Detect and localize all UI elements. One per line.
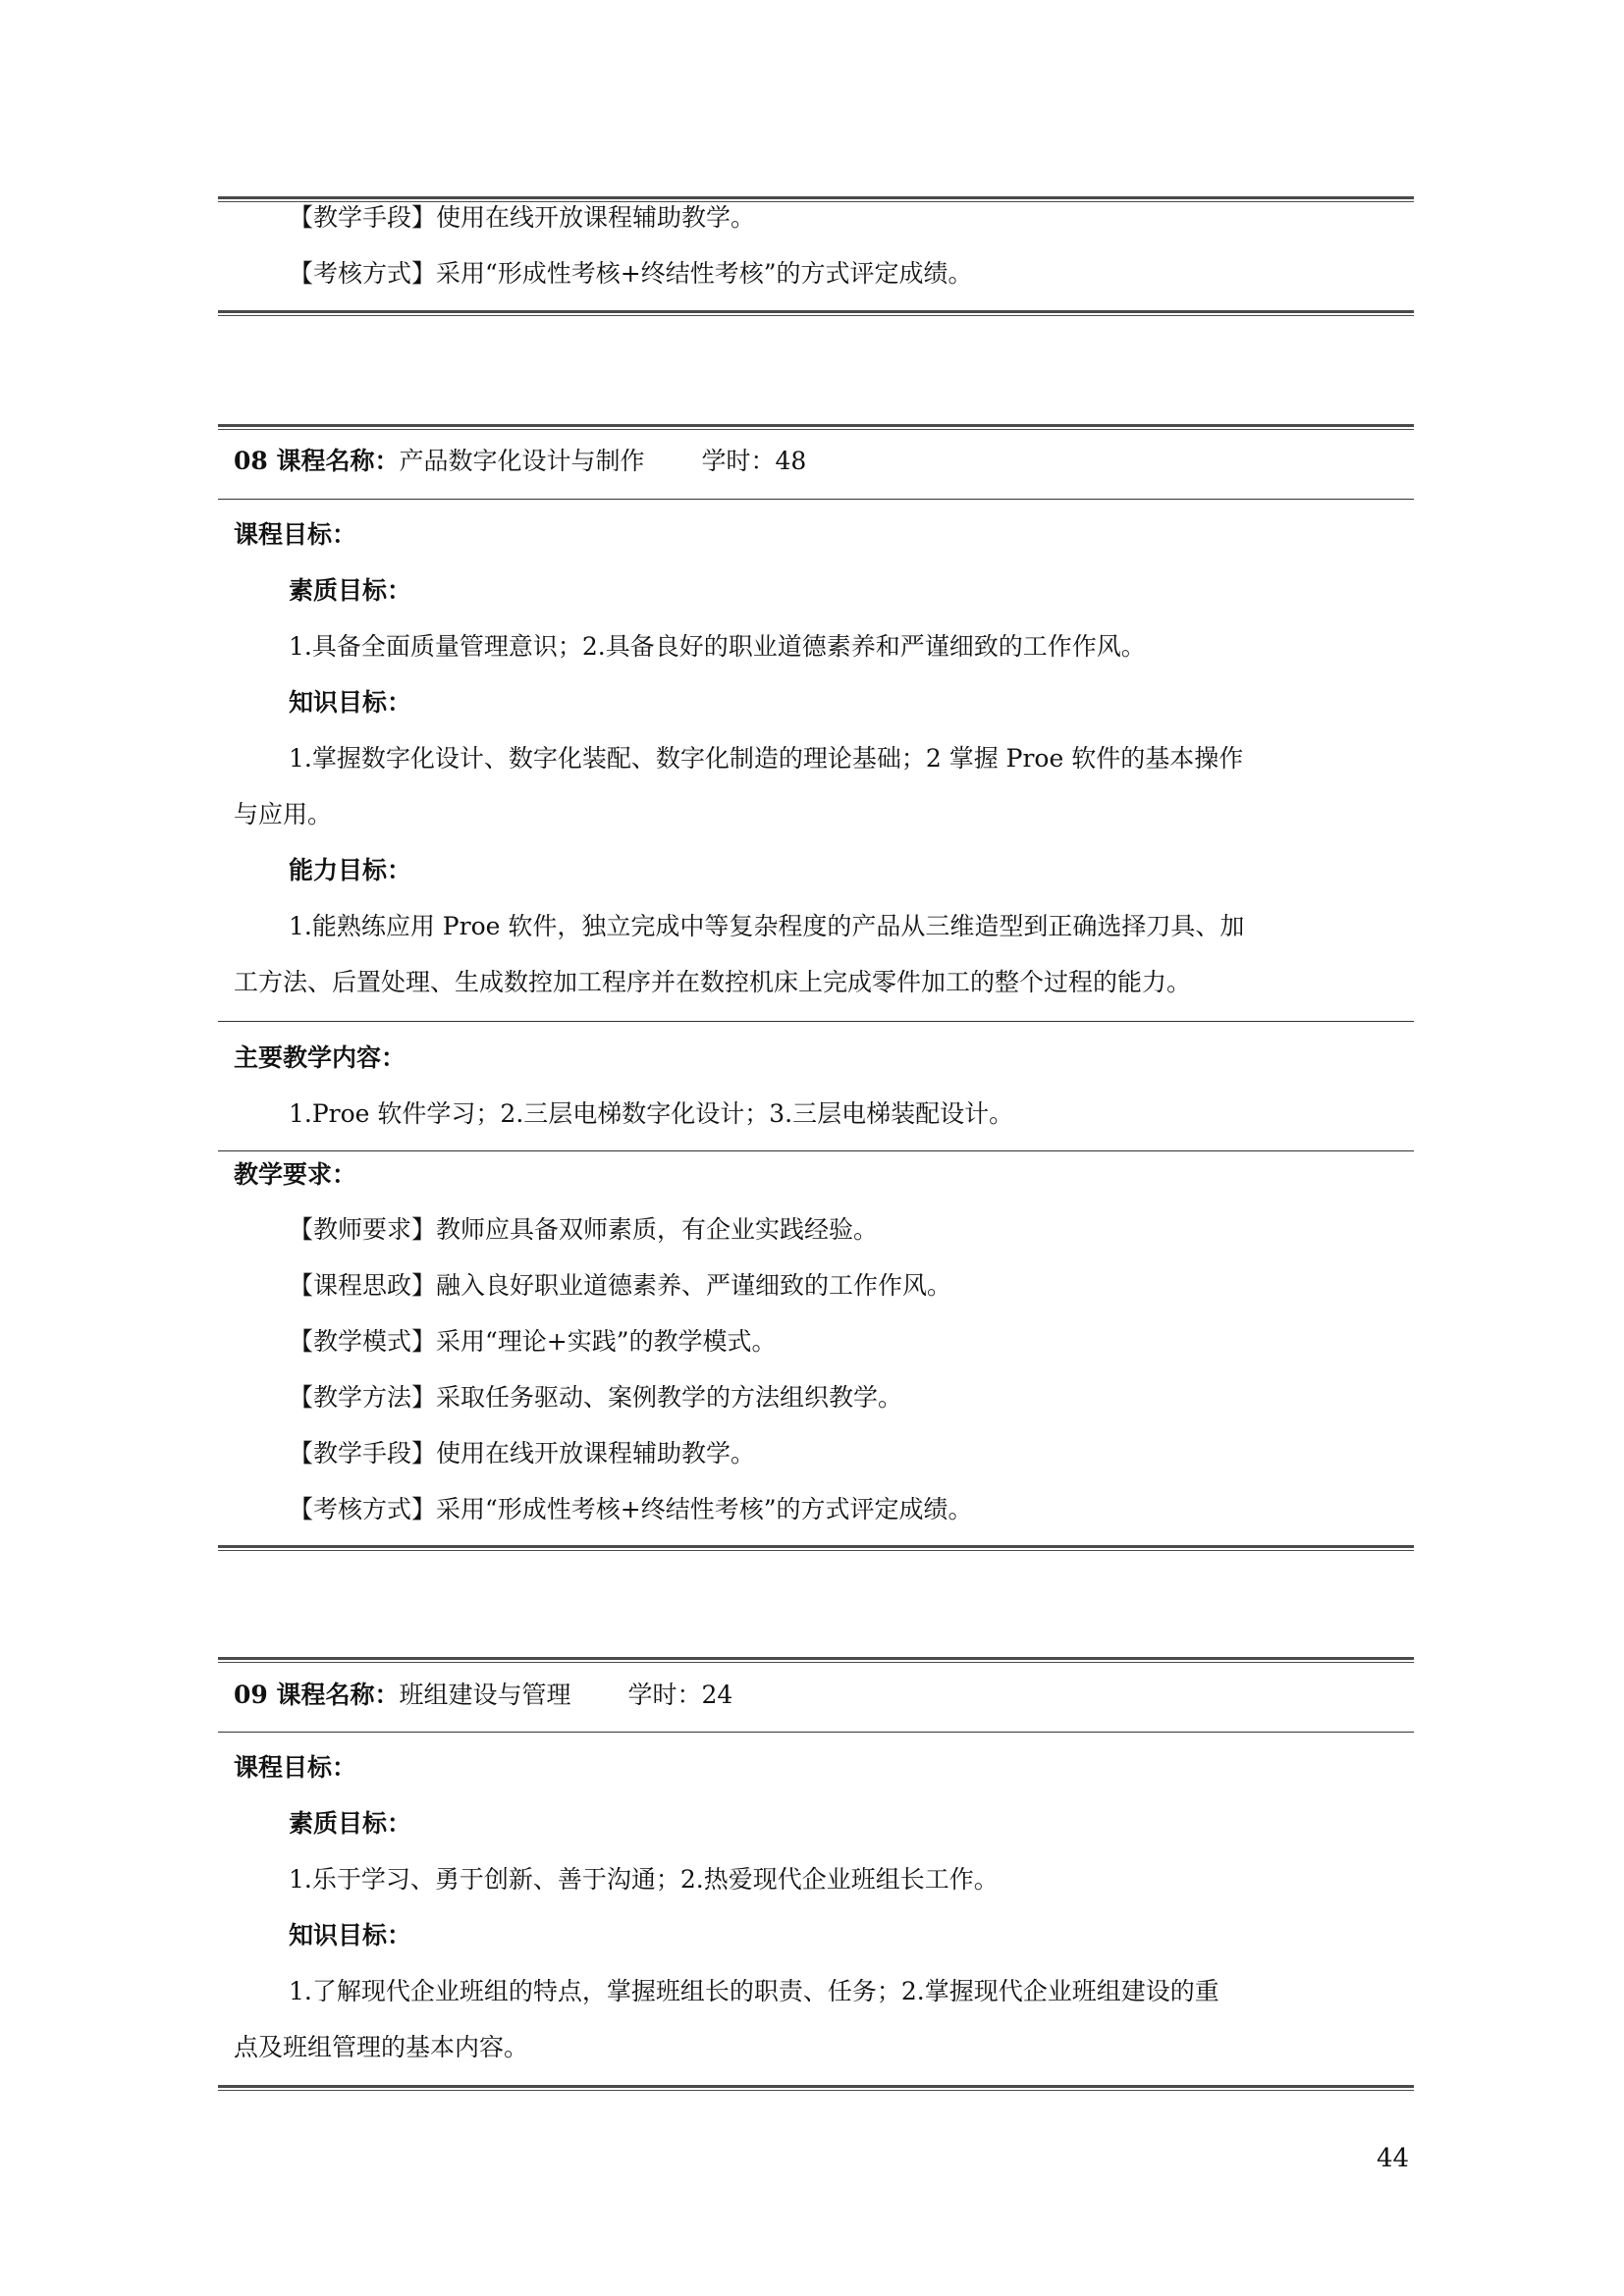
quality-goals-title: 素质目标： (289, 1809, 412, 1838)
knowledge-goals-text: 1.掌握数字化设计、数字化装配、数字化制造的理论基础；2 掌握 Proe 软件的基本操作 (289, 744, 1244, 773)
knowledge-goals-title: 知识目标： (289, 688, 412, 717)
course-name: 班组建设与管理 (399, 1681, 571, 1709)
knowledge-goals-text-cont: 点及班组管理的基本内容。 (234, 2033, 529, 2061)
course-header-label: 09 课程名称： (234, 1681, 400, 1709)
course-name: 产品数字化设计与制作 (399, 447, 645, 475)
goals-bottom-rule (218, 1021, 1414, 1022)
course-header-top-rule (218, 424, 1414, 430)
goals-title: 课程目标： (234, 1753, 357, 1782)
course-hours: 学时：48 (701, 447, 807, 475)
requirement-item: 【课程思政】融入良好职业道德素养、严谨细致的工作作风。 (289, 1271, 952, 1300)
page-number: 44 (1377, 2144, 1410, 2173)
goals-title: 课程目标： (234, 520, 357, 549)
requirements-title: 教学要求： (234, 1160, 357, 1189)
course-header-bottom-rule (218, 499, 1414, 500)
content-title: 主要教学内容： (234, 1043, 406, 1072)
knowledge-goals-text-cont: 与应用。 (234, 800, 333, 828)
course-header-label: 08 课程名称： (234, 447, 400, 475)
course-header (234, 445, 806, 478)
knowledge-goals-text: 1.了解现代企业班组的特点，掌握班组长的职责、任务；2.掌握现代企业班组建设的重 (289, 1977, 1219, 2005)
content-bottom-rule (218, 1150, 1414, 1151)
course-header (234, 1679, 732, 1712)
ability-goals-text-cont: 工方法、后置处理、生成数控加工程序并在数控机床上完成零件加工的整个过程的能力。 (234, 968, 1192, 996)
knowledge-goals-title: 知识目标： (289, 1921, 412, 1949)
assessment-line: 【考核方式】采用“形成性考核+终结性考核”的方式评定成绩。 (289, 259, 973, 288)
section-end-rule (218, 310, 1414, 316)
requirement-item: 【教师要求】教师应具备双师素质，有企业实践经验。 (289, 1215, 879, 1244)
quality-goals-text: 1.乐于学习、勇于创新、善于沟通；2.热爱现代企业班组长工作。 (289, 1865, 999, 1894)
quality-goals-title: 素质目标： (289, 576, 412, 605)
quality-goals-text: 1.具备全面质量管理意识；2.具备良好的职业道德素养和严谨细致的工作作风。 (289, 632, 1146, 661)
ability-goals-title: 能力目标： (289, 856, 412, 884)
requirement-item: 【考核方式】采用“形成性考核+终结性考核”的方式评定成绩。 (289, 1495, 973, 1523)
requirement-item: 【教学模式】采用“理论+实践”的教学模式。 (289, 1327, 777, 1356)
requirement-item: 【教学方法】采取任务驱动、案例教学的方法组织教学。 (289, 1383, 903, 1412)
course-header-top-rule (218, 1657, 1414, 1663)
course-hours: 学时：24 (627, 1681, 733, 1709)
section-end-rule (218, 1545, 1414, 1551)
ability-goals-text: 1.能熟练应用 Proe 软件，独立完成中等复杂程度的产品从三维造型到正确选择刀具、加 (289, 912, 1245, 940)
requirement-item: 【教学手段】使用在线开放课程辅助教学。 (289, 1439, 756, 1468)
course-header-bottom-rule (218, 1732, 1414, 1733)
teaching-means-line: 【教学手段】使用在线开放课程辅助教学。 (289, 203, 756, 232)
section-end-rule (218, 2085, 1414, 2091)
content-text: 1.Proe 软件学习；2.三层电梯数字化设计；3.三层电梯装配设计。 (289, 1099, 1014, 1128)
